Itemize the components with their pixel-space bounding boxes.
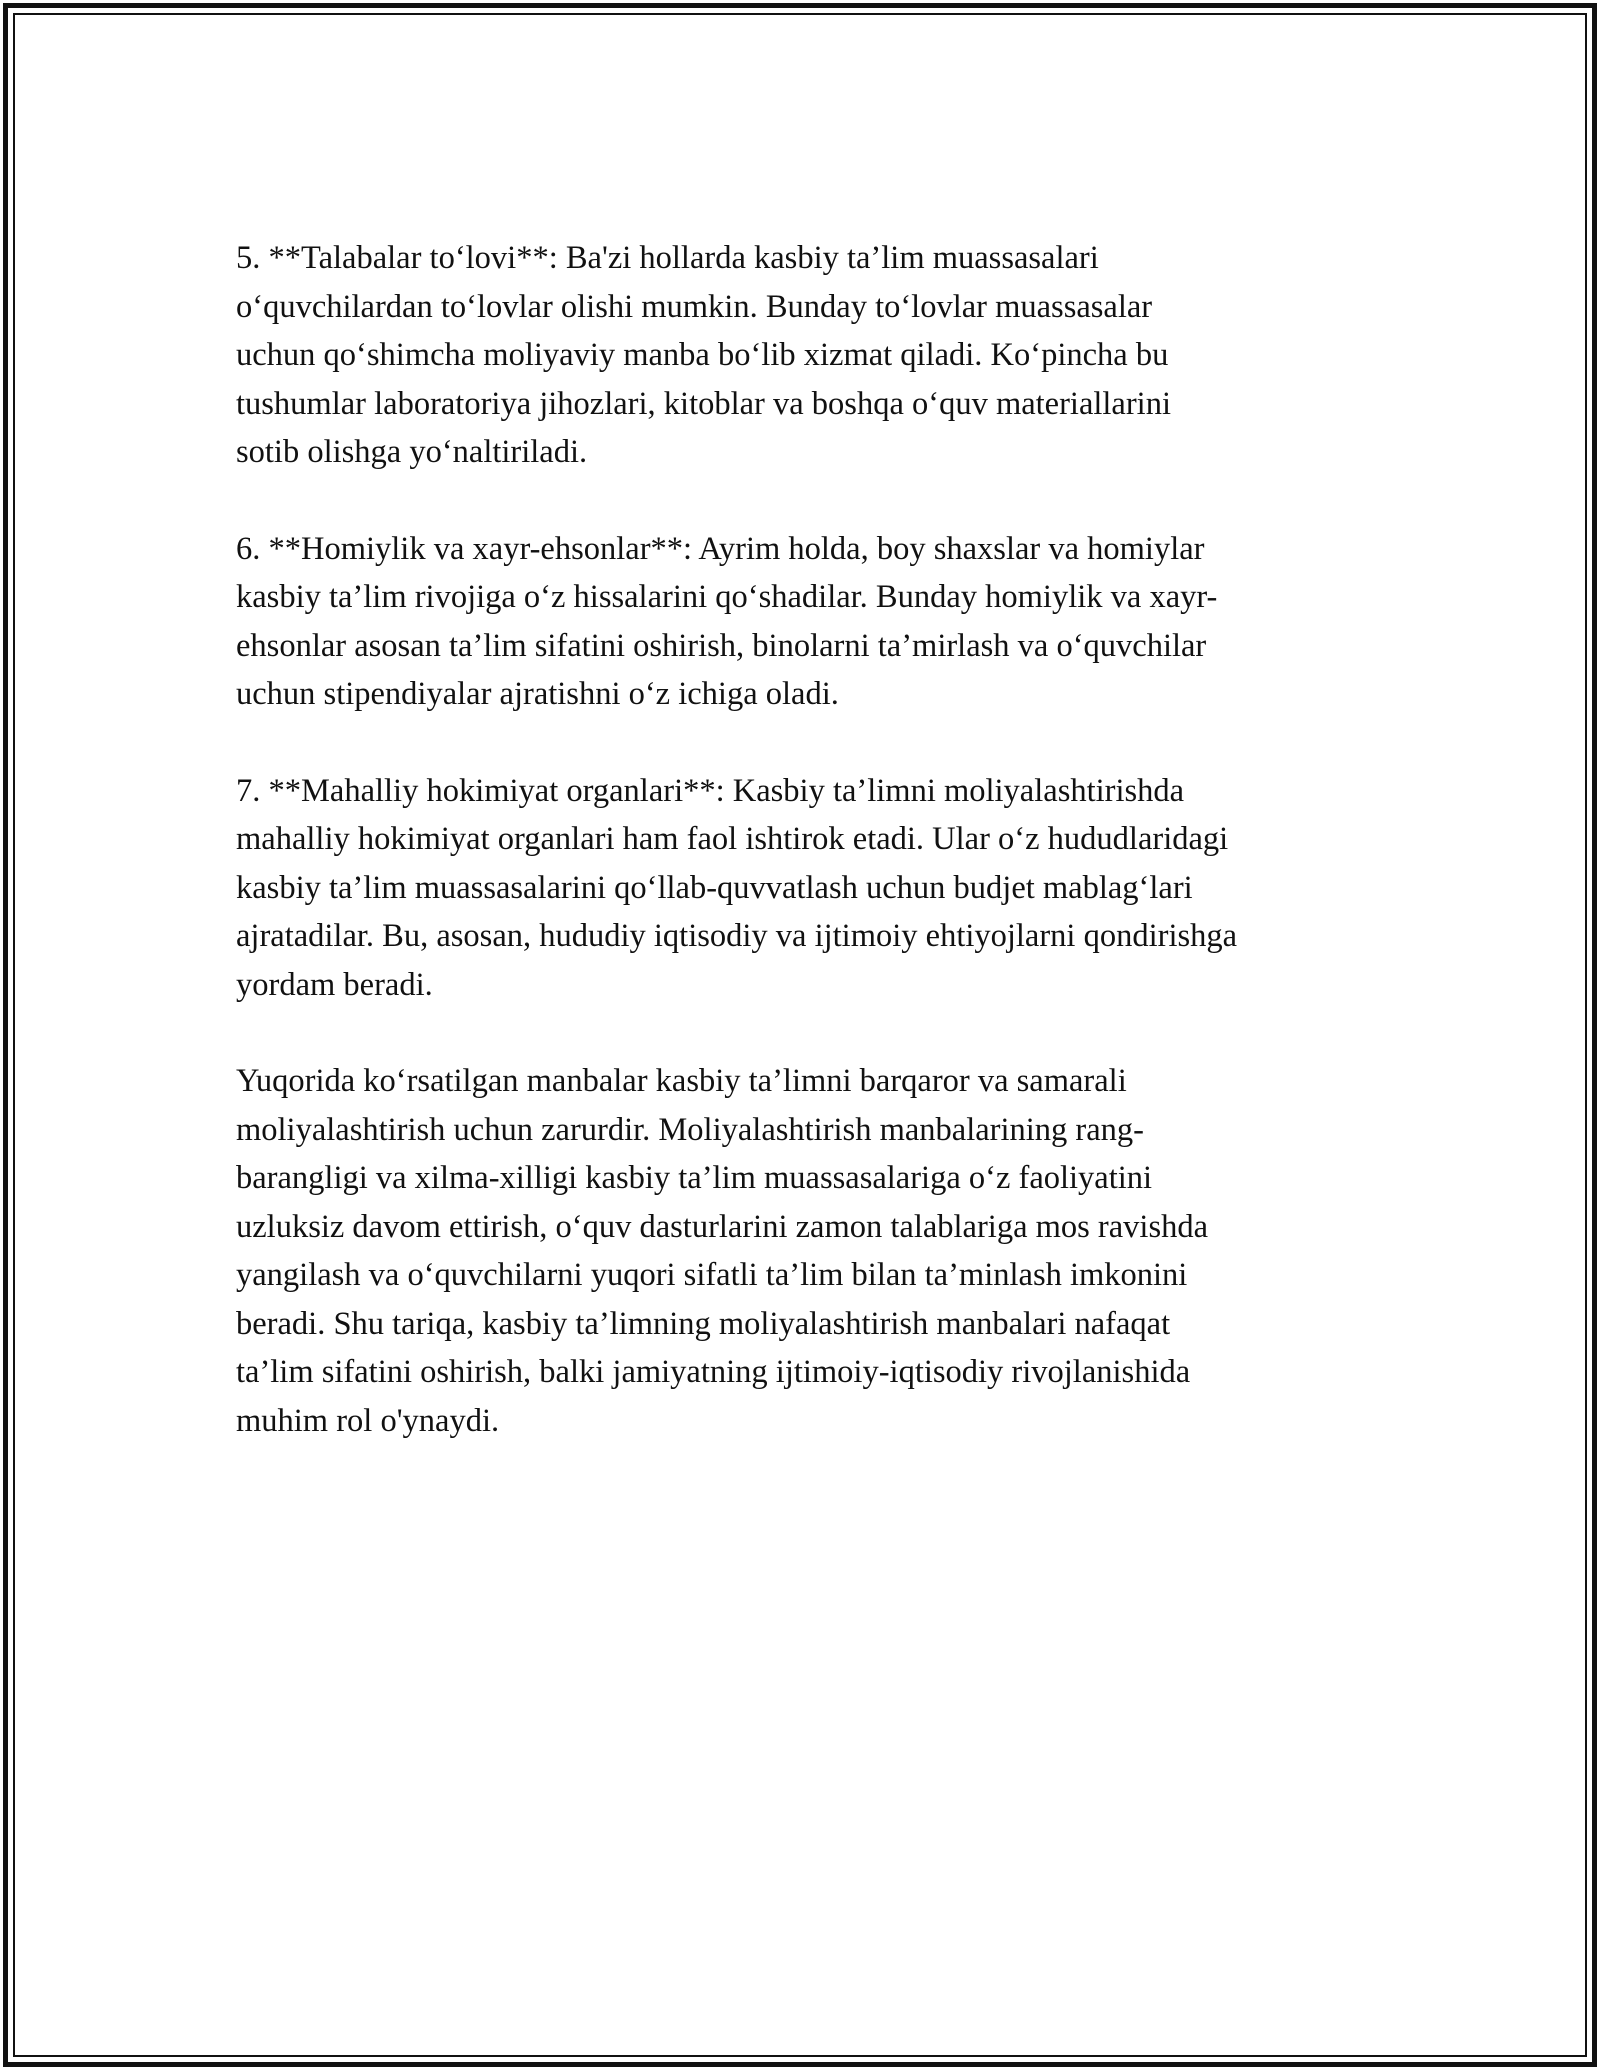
text-line: 6. **Homiylik va xayr-ehsonlar**: Ayrim holda, boy shaxslar va homiylar [236, 530, 1205, 567]
text-line: yordam beradi. [236, 966, 433, 1003]
text-line: beradi. Shu tariqa, kasbiy ta’limning moliyalashtirish manbalari nafaqat [236, 1305, 1171, 1342]
text-line: muhim rol o'ynaydi. [236, 1402, 500, 1439]
text-line: sotib olishga yo‘naltiriladi. [236, 434, 588, 470]
text-line: Yuqorida ko‘rsatilgan manbalar kasbiy ta’limni barqaror va samarali [236, 1063, 1127, 1099]
text-line: 7. **Mahalliy hokimiyat organlari**: Kasbiy ta’limni moliyalashtirishda [236, 772, 1185, 809]
text-line: uchun qo‘shimcha moliyaviy manba bo‘lib xizmat qiladi. Ko‘pincha bu [236, 337, 1169, 373]
paragraph-student-fees [236, 234, 1376, 477]
text-line: ajratadilar. Bu, asosan, hududiy iqtisodiy va ijtimoiy ehtiyojlarni qondirishga [236, 918, 1238, 954]
text-line: mahalliy hokimiyat organlari ham faol ishtirok etadi. Ular o‘z hududlaridagi [236, 821, 1229, 857]
document-body [236, 234, 1376, 1493]
text-line: barangligi va xilma-xilligi kasbiy ta’lim muassasalariga o‘z faoliyatini [236, 1160, 1153, 1196]
text-line: tushumlar laboratoriya jihozlari, kitoblar va boshqa o‘quv materiallarini [236, 385, 1171, 422]
paragraph-sponsorship [236, 525, 1376, 719]
text-line: uchun stipendiyalar ajratishni o‘z ichiga oladi. [236, 676, 839, 712]
text-line: o‘quvchilardan to‘lovlar olishi mumkin. Bunday to‘lovlar muassasalar [236, 288, 1153, 325]
text-line: uzluksiz davom ettirish, o‘quv dasturlarini zamon talablariga mos ravishda [236, 1208, 1209, 1245]
text-line: kasbiy ta’lim rivojiga o‘z hissalarini qo‘shadilar. Bunday homiylik va xayr- [236, 579, 1218, 615]
paragraph-local-government [236, 767, 1376, 1010]
text-line: yangilash va o‘quvchilarni yuqori sifatli ta’lim bilan ta’minlash imkonini [236, 1257, 1188, 1293]
text-line: moliyalashtirish uchun zarurdir. Moliyalashtirish manbalarining rang- [236, 1111, 1144, 1148]
text-line: 5. **Talabalar to‘lovi**: Ba'zi hollarda kasbiy ta’lim muassasalari [236, 240, 1099, 276]
text-line: ehsonlar asosan ta’lim sifatini oshirish, binolarni ta’mirlash va o‘quvchilar [236, 627, 1207, 664]
text-line: ta’lim sifatini oshirish, balki jamiyatning ijtimoiy-iqtisodiy rivojlanishida [236, 1354, 1191, 1390]
text-line: kasbiy ta’lim muassasalarini qo‘llab-quvvatlash uchun budjet mablag‘lari [236, 869, 1193, 906]
paragraph-conclusion [236, 1057, 1376, 1445]
